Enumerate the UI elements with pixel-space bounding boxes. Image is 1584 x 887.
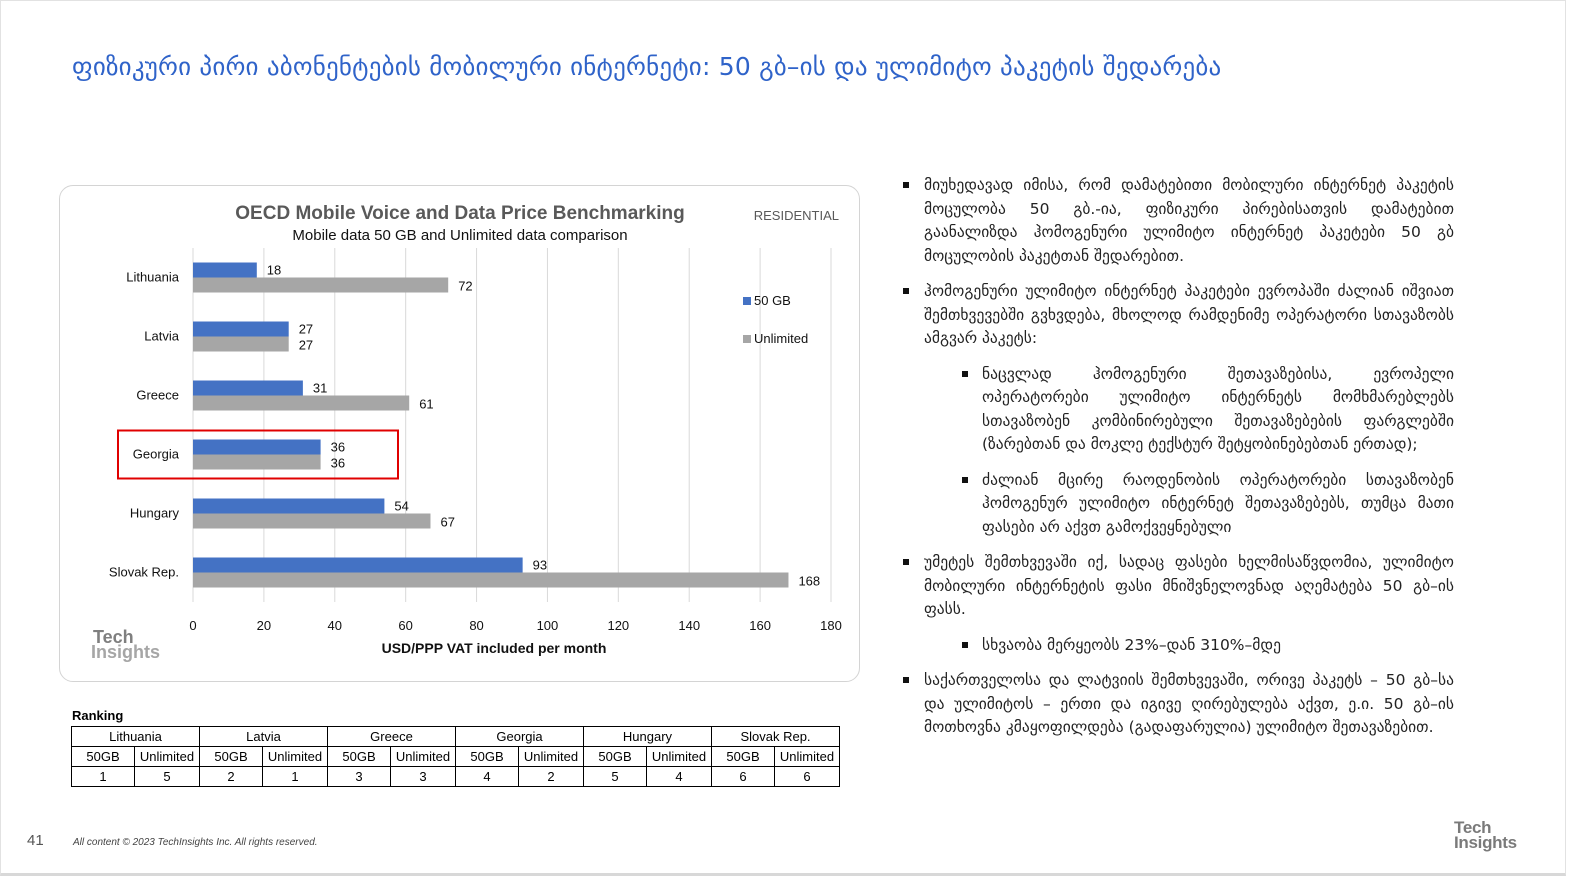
data-label-unlimited: 72 (458, 278, 473, 294)
ranking-subheader-50gb: 50GB (456, 747, 519, 767)
ranking-header-row (72, 727, 840, 747)
data-label-50gb: 54 (394, 498, 409, 514)
ranking-subheader-50gb: 50GB (584, 747, 647, 767)
data-label-50gb: 36 (330, 439, 346, 455)
bar-50gb (193, 440, 321, 455)
rank-50gb: 1 (72, 767, 135, 787)
chart-logo-line-2: Insights (91, 642, 161, 662)
bar-unlimited (193, 455, 321, 470)
page-title: ფიზიკური პირი აბონენტების მობილური ინტერნეტი: 50 გბ–ის და ულიმიტო პაკეტის შედარება (72, 52, 1222, 81)
chart-logo-line-1: Tech (93, 627, 134, 647)
ranking-subheader-50gb: 50GB (200, 747, 263, 767)
bullet-list (898, 174, 1454, 752)
logo-line-1: Tech (1454, 818, 1492, 837)
x-tick-label: 40 (327, 618, 343, 633)
rank-50gb: 6 (712, 767, 775, 787)
page-number: 41 (27, 832, 44, 849)
logo-line-2: Insights (1454, 833, 1517, 852)
data-label-50gb: 27 (298, 321, 314, 337)
category-label: Latvia (144, 328, 179, 344)
bullet-text: ჰომოგენური ულიმიტო ინტერნეტ პაკეტები ევროპაში ძალიან იშვიათ შემთხვევებში გვხვდება, მხოლოდ რამდენიმე ოპერატორი სთავაზობს ამგვარ პაკეტს: (924, 282, 1454, 347)
bar-50gb (193, 381, 303, 396)
data-label-50gb: 93 (532, 557, 548, 573)
bar-chart (60, 186, 861, 683)
bar-50gb (193, 263, 257, 278)
bar-unlimited (193, 337, 289, 352)
data-label-unlimited: 27 (298, 337, 314, 353)
legend-label-unlimited: Unlimited (754, 331, 809, 346)
rank-50gb: 2 (200, 767, 263, 787)
x-tick-label: 120 (607, 618, 630, 633)
ranking-subheader-unlimited: Unlimited (775, 747, 840, 767)
bar-unlimited (193, 396, 409, 411)
data-label-unlimited: 67 (440, 514, 455, 530)
ranking-subheader-unlimited: Unlimited (391, 747, 456, 767)
ranking-country-header: Latvia (200, 727, 328, 747)
bar-unlimited (193, 514, 430, 529)
ranking-country-header: Lithuania (72, 727, 200, 747)
x-tick-label: 60 (398, 618, 413, 633)
legend-swatch-unlimited (743, 335, 751, 343)
ranking-subheader-unlimited: Unlimited (263, 747, 328, 767)
data-label-unlimited: 61 (419, 396, 434, 412)
rank-unlimited: 5 (135, 767, 200, 787)
category-label: Slovak Rep. (108, 564, 179, 580)
chart-card (59, 185, 860, 682)
category-label: Lithuania (126, 269, 179, 285)
sub-bullet-item: ნაცვლად ჰომოგენური შეთავაზებისა, ევროპელი ოპერატორები ულიმიტო ინტერნეტს მომხმარებლებს სთავაზობენ კომბინირებული შეთავაზებების ფარგლებში (ზარებთან და მოკლე ტექსტურ შეტყობინებებთან ერთად); (924, 363, 1454, 457)
x-tick-label: 0 (189, 618, 197, 633)
ranking-subheader-50gb: 50GB (72, 747, 135, 767)
x-tick-label: 80 (469, 618, 484, 633)
bar-50gb (193, 499, 384, 514)
data-label-unlimited: 168 (798, 573, 821, 589)
legend-swatch-50gb (743, 297, 751, 305)
legend-label-50gb: 50 GB (754, 293, 791, 308)
bullet-item: მიუხედავად იმისა, რომ დამატებითი მობილური ინტერნეტ პაკეტის მოცულობა 50 გბ.-ია, ფიზიკური პირებისათვის დამატებით გაანალიზდა ჰომოგენური ულიმიტო ინტერნეტ პაკეტები 50 გბ მოცულობის პაკეტთან შედარებით. (898, 174, 1454, 268)
ranking-table (71, 726, 840, 787)
bullet-item (898, 551, 1454, 657)
x-tick-label: 180 (820, 618, 842, 633)
rank-unlimited: 3 (391, 767, 456, 787)
x-axis-label: USD/PPP VAT included per month (381, 640, 607, 656)
copyright-notice: All content © 2023 TechInsights Inc. All rights reserved. (73, 837, 318, 848)
x-tick-label: 160 (749, 618, 771, 633)
ranking-subheader-50gb: 50GB (328, 747, 391, 767)
bar-50gb (193, 322, 289, 337)
ranking-values-row (72, 767, 840, 787)
ranking-subheader-unlimited: Unlimited (135, 747, 200, 767)
chart-subtitle: Mobile data 50 GB and Unlimited data comparison (292, 227, 628, 244)
x-tick-label: 140 (678, 618, 701, 633)
ranking-subheader-50gb: 50GB (712, 747, 775, 767)
bar-unlimited (193, 573, 788, 588)
bullet-item: საქართველოსა და ლატვიის შემთხვევაში, ორივე პაკეტს – 50 გბ–სა და ულიმიტოს – ერთი და იგივე ღირებულება აქვთ, ე.ი. 50 გბ–ის მოთხოვნა კმაყოფილდება (გადაფარულია) ულიმიტო შეთავაზებით. (898, 669, 1454, 740)
rank-unlimited: 6 (775, 767, 840, 787)
rank-50gb: 5 (584, 767, 647, 787)
bullet-text: უმეტეს შემთხვევაში იქ, სადაც ფასები ხელმისაწვდომია, ულიმიტო მობილური ინტერნეტის ფასი მნიშვნელოვნად აღემატება 50 გბ–ის ფასს. (924, 553, 1454, 618)
techinsights-logo (1454, 820, 1534, 854)
rank-50gb: 3 (328, 767, 391, 787)
category-label: Hungary (129, 505, 179, 521)
chart-tag: RESIDENTIAL (753, 208, 839, 223)
ranking-country-header: Slovak Rep. (712, 727, 840, 747)
bar-unlimited (193, 278, 448, 293)
ranking-country-header: Greece (328, 727, 456, 747)
data-label-unlimited: 36 (330, 455, 346, 471)
data-label-50gb: 18 (266, 262, 282, 278)
ranking-country-header: Georgia (456, 727, 584, 747)
chart-title: OECD Mobile Voice and Data Price Benchmarking (235, 203, 685, 224)
ranking-subheader-unlimited: Unlimited (647, 747, 712, 767)
ranking-subheader-unlimited: Unlimited (519, 747, 584, 767)
data-label-50gb: 31 (312, 380, 328, 396)
sub-bullet-item: ძალიან მცირე რაოდენობის ოპერატორები სთავაზობენ ჰომოგენურ ულიმიტო ინტერნეტ შეთავაზებებს, თუმცა მათი ფასები არ აქვთ გამოქვეყნებული (924, 469, 1454, 540)
ranking-caption: Ranking (72, 708, 124, 723)
x-tick-label: 20 (256, 618, 272, 633)
rank-unlimited: 1 (263, 767, 328, 787)
category-label: Greece (136, 387, 179, 403)
rank-unlimited: 2 (519, 767, 584, 787)
rank-50gb: 4 (456, 767, 519, 787)
category-label: Georgia (132, 446, 179, 462)
rank-unlimited: 4 (647, 767, 712, 787)
bullet-item (898, 280, 1454, 539)
ranking-country-header: Hungary (584, 727, 712, 747)
x-tick-label: 100 (536, 618, 559, 633)
bar-50gb (193, 558, 523, 573)
ranking-subheader-row (72, 747, 840, 767)
sub-bullet-item: სხვაობა მერყეობს 23%–დან 310%–მდე (924, 634, 1454, 658)
